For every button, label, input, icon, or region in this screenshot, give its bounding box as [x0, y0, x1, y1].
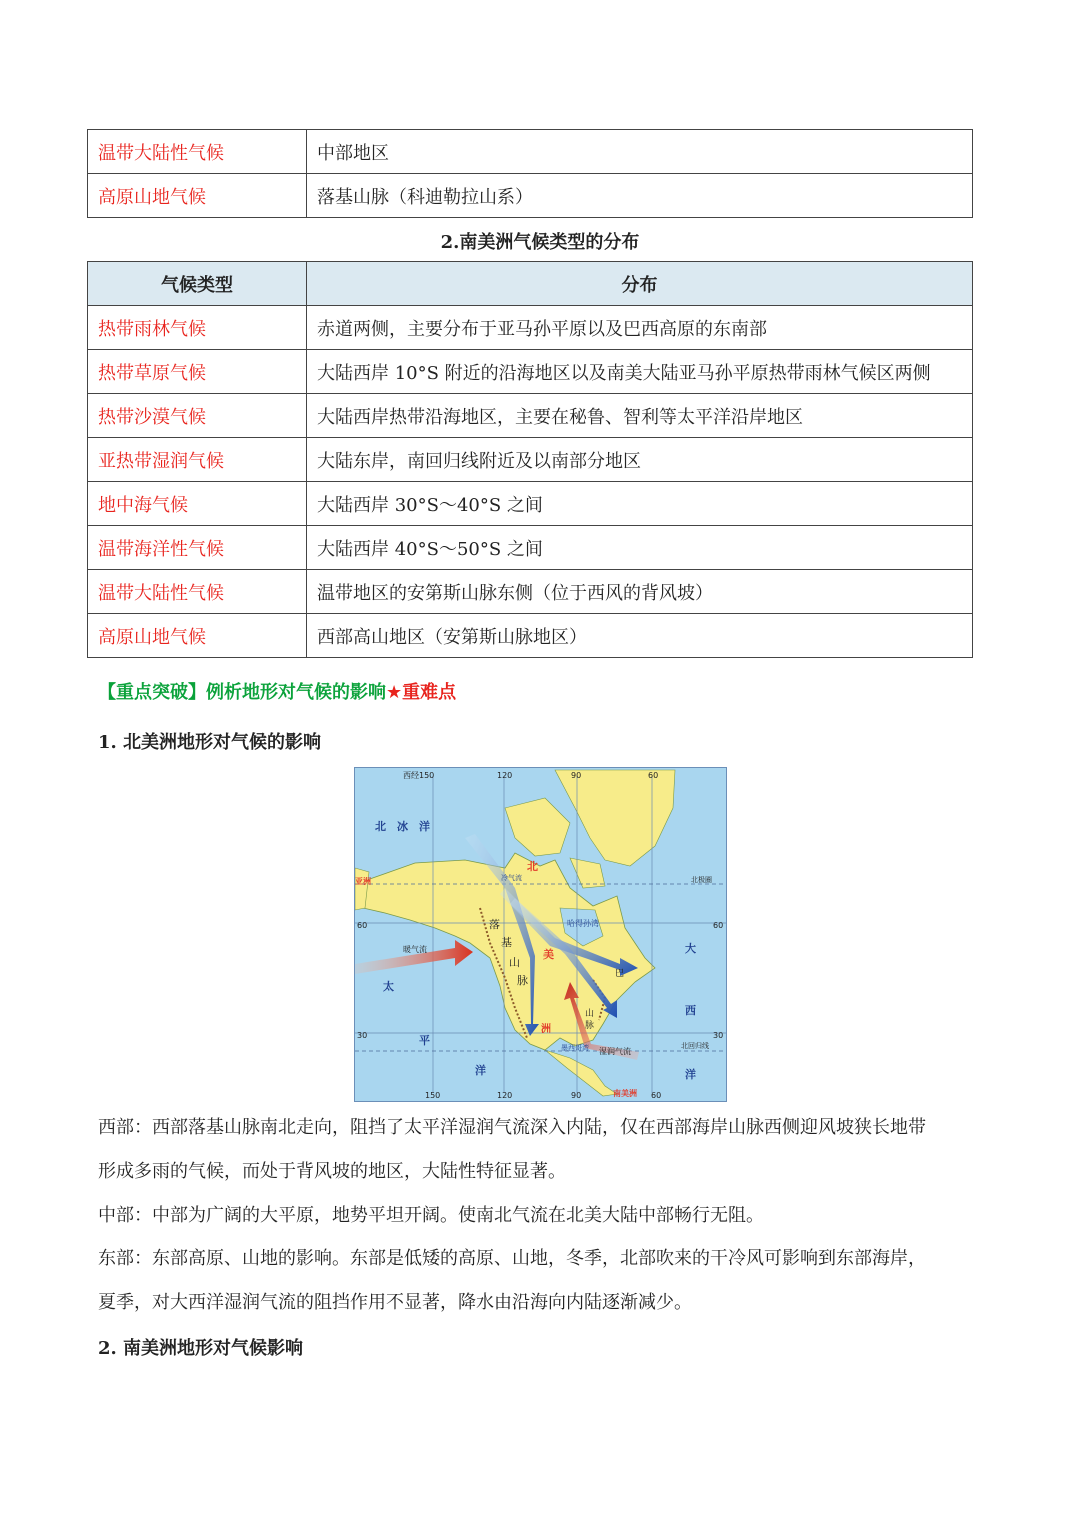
climate-type-cell: 地中海气候	[88, 482, 307, 526]
climate-type-cell: 热带沙漠气候	[88, 394, 307, 438]
map-label: 巴	[615, 969, 625, 979]
table-header-row	[88, 262, 973, 306]
table-row	[88, 526, 973, 570]
north-america-climate-table-tail	[87, 129, 973, 218]
distribution-cell: 落基山脉（科迪勒拉山系）	[307, 174, 973, 218]
map-label: 墨西哥湾	[561, 1044, 589, 1052]
map-label: 脉	[517, 974, 528, 987]
map-label: 冷气流	[501, 874, 522, 882]
map-label: 平	[419, 1034, 430, 1047]
climate-type-cell: 高原山地气候	[88, 174, 307, 218]
map-svg	[355, 768, 726, 1101]
map-label: 美	[543, 948, 554, 961]
map-label: 基	[501, 936, 512, 949]
distribution-cell: 大陆西岸 40°S～50°S 之间	[307, 526, 973, 570]
table-row	[88, 438, 973, 482]
map-label: 洋	[475, 1064, 486, 1077]
paragraph-line: 形成多雨的气候，而处于背风坡的地区，大陆性特征显著。	[98, 1161, 566, 1182]
climate-type-cell: 亚热带湿润气候	[88, 438, 307, 482]
distribution-cell: 中部地区	[307, 130, 973, 174]
map-label: 暖气流	[403, 945, 427, 954]
table-row	[88, 130, 973, 174]
map-label: 南美洲	[613, 1089, 637, 1098]
paragraph-middle: 中部：中部为广阔的大平原，地势平坦开阔。使南北气流在北美大陆中部畅行无阻。	[98, 1205, 764, 1226]
column-header: 分布	[307, 262, 973, 306]
map-label: 120	[497, 771, 513, 780]
map-label: 洲	[541, 1024, 551, 1035]
north-america-terrain-map	[354, 767, 727, 1102]
map-label: 90	[571, 1091, 582, 1100]
table-row	[88, 570, 973, 614]
greenland-shape	[555, 770, 675, 866]
paragraph-east	[98, 1237, 978, 1325]
south-america-climate-table	[87, 261, 973, 658]
map-label: 北	[527, 860, 538, 873]
subheading-south-america: 2. 南美洲地形对气候影响	[98, 1338, 304, 1359]
difficulty-marker: ★重难点	[386, 682, 457, 703]
table-row	[88, 614, 973, 658]
table-row	[88, 174, 973, 218]
map-label: 湿润气流	[599, 1047, 631, 1056]
map-label: 落	[489, 918, 500, 931]
section-title: 2.南美洲气候类型的分布	[440, 232, 640, 253]
column-header: 气候类型	[88, 262, 307, 306]
climate-type-cell: 温带大陆性气候	[88, 570, 307, 614]
key-point-label: 【重点突破】例析地形对气候的影响	[98, 682, 386, 703]
map-label: 山	[585, 1009, 595, 1019]
map-label: 洋	[685, 1068, 696, 1081]
climate-type-cell: 温带海洋性气候	[88, 526, 307, 570]
paragraph-line: 夏季，对大西洋湿润气流的阻挡作用不显著，降水由沿海向内陆逐渐减少。	[98, 1292, 692, 1313]
map-label: 西	[685, 1004, 696, 1017]
climate-type-cell: 高原山地气候	[88, 614, 307, 658]
distribution-cell: 大陆西岸 30°S～40°S 之间	[307, 482, 973, 526]
paragraph-line: 西部：西部落基山脉南北走向，阻挡了太平洋湿润气流深入内陆，仅在西部海岸山脉西侧迎风坡狭长地带	[98, 1117, 926, 1138]
map-label: 西经150	[403, 771, 435, 780]
map-label: 60	[713, 921, 724, 930]
paragraph-line: 东部：东部高原、山地的影响。东部是低矮的高原、山地，冬季，北部吹来的干冷风可影响到东部海岸，	[98, 1248, 926, 1269]
map-label: 60	[651, 1091, 662, 1100]
map-label: 山	[509, 956, 520, 969]
paragraph-west	[98, 1106, 978, 1194]
distribution-cell: 温带地区的安第斯山脉东侧（位于西风的背风坡）	[307, 570, 973, 614]
map-label: 150	[425, 1091, 441, 1100]
climate-type-cell: 热带草原气候	[88, 350, 307, 394]
central-america-shape	[545, 1050, 617, 1096]
map-label: 60	[357, 921, 368, 930]
map-label: 哈得孙湾	[567, 919, 599, 928]
subheading-north-america: 1. 北美洲地形对气候的影响	[98, 732, 322, 753]
key-point-heading	[98, 678, 456, 704]
table-row	[88, 350, 973, 394]
table-row	[88, 306, 973, 350]
map-label: 北回归线	[681, 1042, 709, 1050]
map-label: 北 冰 洋	[375, 820, 430, 833]
distribution-cell: 西部高山地区（安第斯山脉地区）	[307, 614, 973, 658]
map-label: 120	[497, 1091, 513, 1100]
distribution-cell: 赤道两侧，主要分布于亚马孙平原以及巴西高原的东南部	[307, 306, 973, 350]
map-label: 亚洲	[355, 877, 371, 886]
map-label: 北极圈	[691, 876, 712, 884]
climate-type-cell: 热带雨林气候	[88, 306, 307, 350]
map-label: 30	[357, 1031, 368, 1040]
table-row	[88, 394, 973, 438]
map-label: 太	[383, 980, 394, 993]
map-label: 90	[571, 771, 582, 780]
climate-type-cell: 温带大陆性气候	[88, 130, 307, 174]
distribution-cell: 大陆西岸 10°S 附近的沿海地区以及南美大陆亚马孙平原热带雨林气候区两侧	[307, 350, 973, 394]
map-label: 大	[685, 942, 696, 955]
map-label: 脉	[585, 1021, 595, 1031]
distribution-cell: 大陆东岸，南回归线附近及以南部分地区	[307, 438, 973, 482]
map-label: 30	[713, 1031, 724, 1040]
map-label: 60	[648, 771, 659, 780]
distribution-cell: 大陆西岸热带沿海地区，主要在秘鲁、智利等太平洋沿岸地区	[307, 394, 973, 438]
table-row	[88, 482, 973, 526]
